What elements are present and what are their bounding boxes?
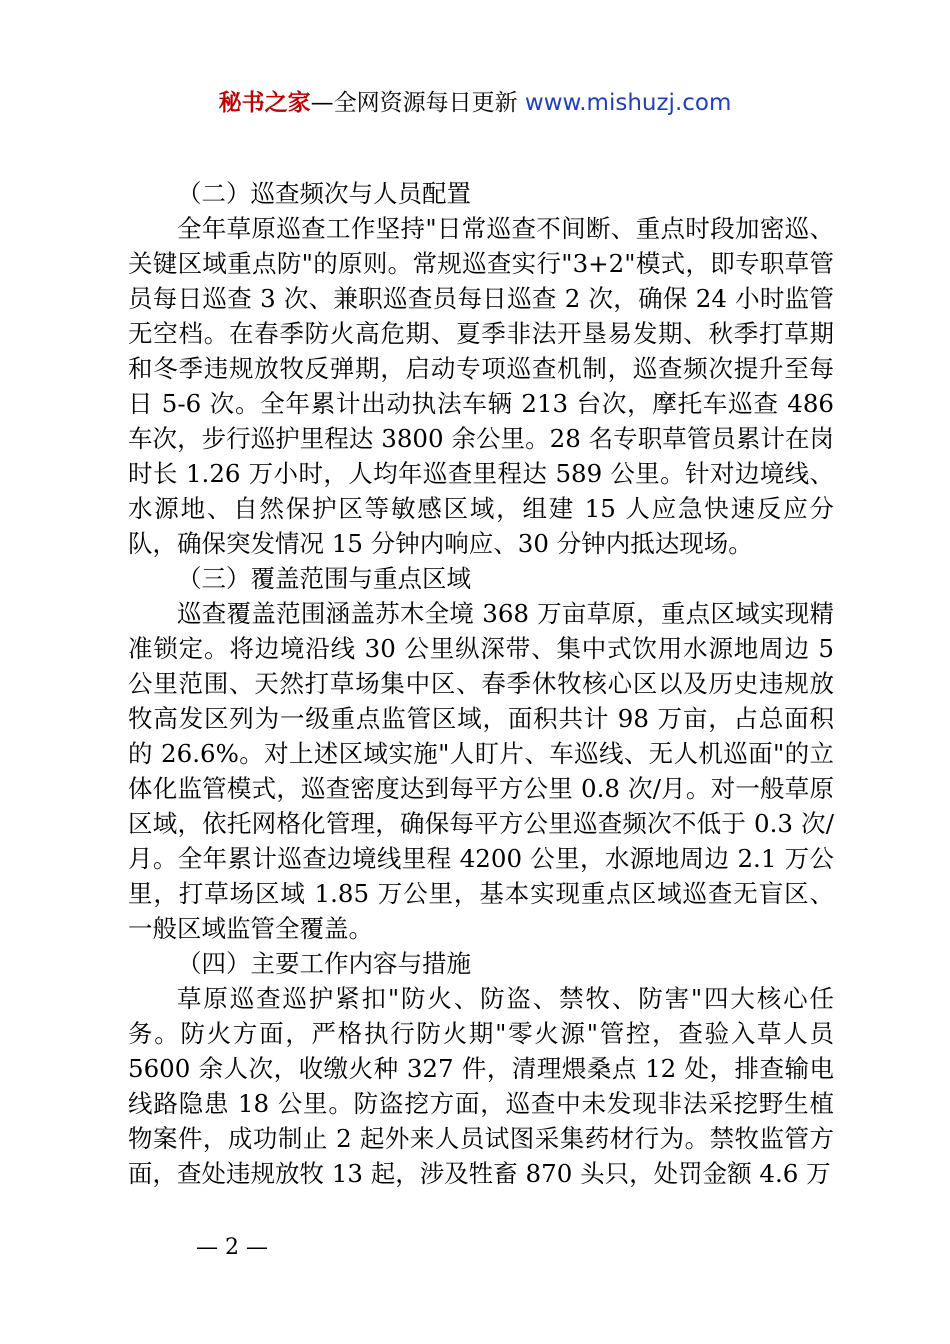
brand-name: 秘书之家 [218, 90, 311, 116]
section-paragraph-2: 全年草原巡查工作坚持"日常巡查不间断、重点时段加密巡、关键区域重点防"的原则。常规巡查实行"3+2"模式，即专职草管员每日巡查 3 次、兼职巡查员每日巡查 2 次，确保 24 小时监管无空档。在春季防火高危期、夏季非法开垦易发期、秋季打草期和冬季违规放牧反弹期，启动专项巡查机制，巡查频次提升至每日 5-6 次。全年累计出动执法车辆 213 台次，摩托车巡查 486 车次，步行巡护里程达 3800 余公里。28 名专职草管员累计在岗时长 1.26 万小时，人均年巡查里程达 589 公里。针对边境线、水源地、自然保护区等敏感区域，组建 15 人应急快速反应分队，确保突发情况 15 分钟内响应、30 分钟内抵达现场。 [128, 214, 834, 558]
page-number: — 2 — [196, 1235, 268, 1260]
document-body [128, 176, 834, 1191]
site-banner [0, 86, 950, 120]
section-paragraph-4: 草原巡查巡护紧扣"防火、防盗、禁牧、防害"四大核心任务。防火方面，严格执行防火期"零火源"管控，查验入草人员 5600 余人次，收缴火种 327 件，清理煨桑点 12 处，排查输电线路隐患 18 公里。防盗挖方面，巡查中未发现非法采挖野生植物案件，成功制止 2 起外来人员试图采集药材行为。禁牧监管方面，查处违规放牧 13 起，涉及牲畜 870 头只，处罚金额 4.6 万 [128, 984, 834, 1188]
section-heading-2: （二）巡查频次与人员配置 [177, 179, 471, 208]
banner-tagline: —全网资源每日更新 [310, 90, 525, 116]
section-heading-3: （三）覆盖范围与重点区域 [177, 564, 471, 593]
section-paragraph-3: 巡查覆盖范围涵盖苏木全境 368 万亩草原，重点区域实现精准锁定。将边境沿线 30 公里纵深带、集中式饮用水源地周边 5 公里范围、天然打草场集中区、春季休牧核心区以及历史违规放牧高发区列为一级重点监管区域，面积共计 98 万亩，占总面积的 26.6%。对上述区域实施"人盯片、车巡线、无人机巡面"的立体化监管模式，巡查密度达到每平方公里 0.8 次/月。对一般草原区域，依托网格化管理，确保每平方公里巡查频次不低于 0.3 次/月。全年累计巡查边境线里程 4200 公里，水源地周边 2.1 万公里，打草场区域 1.85 万公里，基本实现重点区域巡查无盲区、一般区域监管全覆盖。 [128, 599, 834, 943]
site-url-link[interactable]: www.mishuzj.com [524, 90, 732, 116]
section-heading-4: （四）主要工作内容与措施 [177, 949, 471, 978]
